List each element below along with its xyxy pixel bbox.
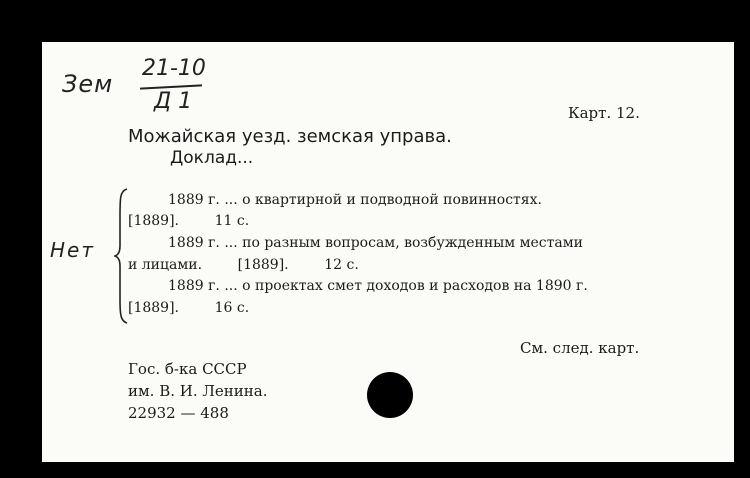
handwritten-shelfmark-top: 21-10	[142, 56, 206, 81]
library-subname: им. В. И. Ленина.	[128, 382, 268, 400]
catalog-card	[42, 42, 734, 462]
library-name: Гос. б-ка СССР	[128, 360, 247, 378]
punch-hole	[367, 372, 413, 418]
entry-3-details: [1889]. 16 с.	[128, 300, 250, 316]
see-next-card: См. след. карт.	[520, 339, 640, 357]
entry-3-description: 1889 г. ... о проектах смет доходов и расходов на 1890 г.	[168, 278, 588, 294]
handwritten-brace	[114, 188, 128, 324]
card-subtitle: Доклад...	[170, 148, 254, 168]
entry-2-description: 1889 г. ... по разным вопросам, возбужденным местами	[168, 235, 583, 251]
card-number: Карт. 12.	[568, 104, 640, 122]
handwritten-prefix: Зем	[62, 70, 114, 98]
library-code: 22932 — 488	[128, 404, 229, 422]
handwritten-margin-note: Нет	[50, 238, 95, 262]
entry-1-details: [1889]. 11 с.	[128, 213, 250, 229]
entry-2-details: и лицами. [1889]. 12 с.	[128, 257, 359, 273]
handwritten-shelfmark-bottom: Д 1	[154, 89, 193, 114]
entry-1-description: 1889 г. ... о квартирной и подводной повинностях.	[168, 192, 542, 208]
card-title: Можайская уезд. земская управа.	[128, 126, 452, 147]
